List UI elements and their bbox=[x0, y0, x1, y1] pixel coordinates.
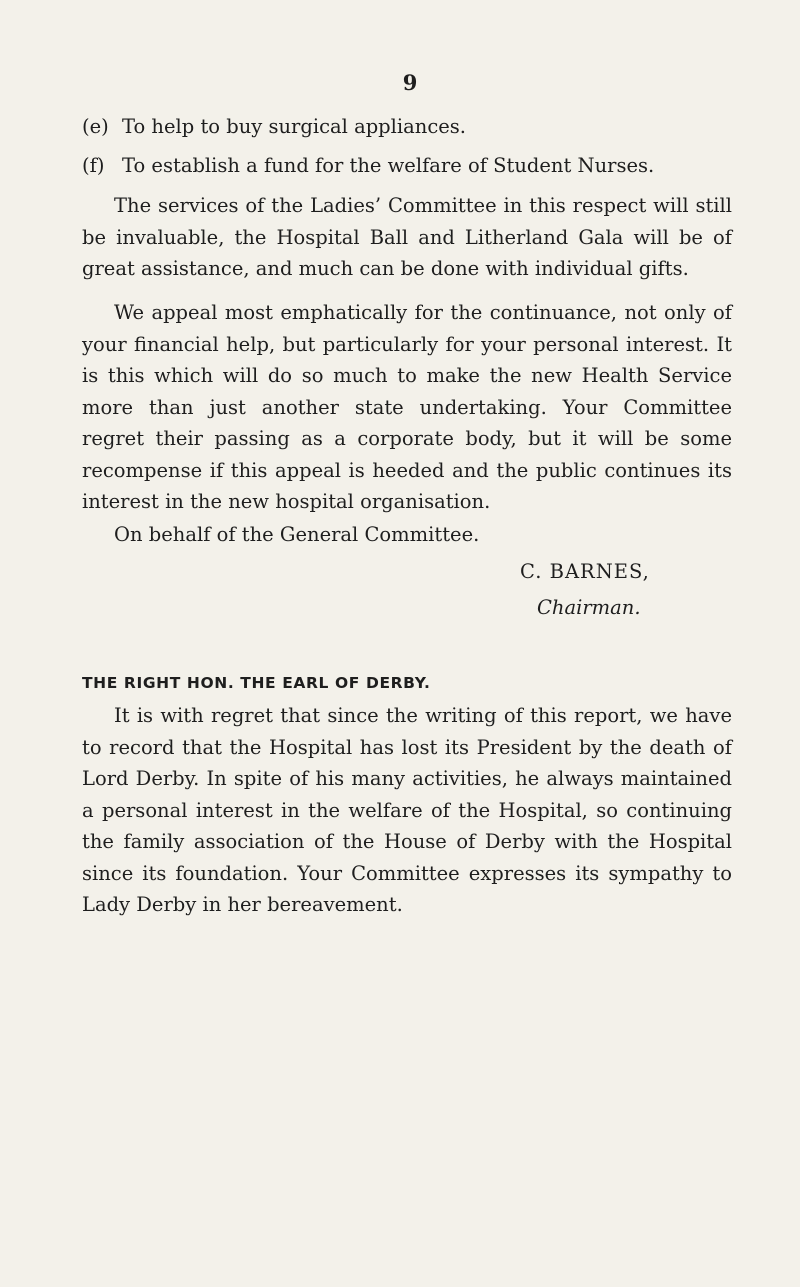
section-heading-derby: THE RIGHT HON. THE EARL OF DERBY. bbox=[82, 674, 431, 692]
list-item-text: To establish a fund for the welfare of Student Nurses. bbox=[122, 154, 655, 177]
signature-title: Chairman. bbox=[537, 596, 641, 619]
paragraph-appeal: We appeal most emphatically for the continuance, not only of your financial help, but particularly for your personal interest. It is this which will do so much to make the new Health Service more than just another state undertaking. Your Committee regret their passing as a corporate body, but it will be some recompense if this appeal is heeded and the public continues its interest in the new hospital organisation. bbox=[82, 301, 732, 513]
paragraph-behalf: On behalf of the General Committee. bbox=[114, 523, 480, 546]
list-item-label: (f) bbox=[82, 154, 105, 177]
page-number: 9 bbox=[402, 70, 418, 95]
list-item-text: To help to buy surgical appliances. bbox=[122, 115, 466, 138]
list-item-label: (e) bbox=[82, 115, 109, 138]
list-item-f bbox=[82, 150, 732, 182]
paragraph-ladies-committee: The services of the Ladies’ Committee in this respect will still be invaluable, the Hospital Ball and Litherland Gala will be of great assistance, and much can be done with individual gifts. bbox=[82, 194, 732, 280]
paragraph-derby: It is with regret that since the writing of this report, we have to record that the Hospital has lost its President by the death of Lord Derby. In spite of his many activities, he always maintained a personal interest in the welfare of the Hospital, so continuing the family association of the House of Derby with the Hospital since its foundation. Your Committee expresses its sympathy to Lady Derby in her bereavement. bbox=[82, 704, 732, 916]
list-item-e bbox=[82, 111, 732, 143]
signature-name: C. BARNES, bbox=[520, 560, 650, 583]
